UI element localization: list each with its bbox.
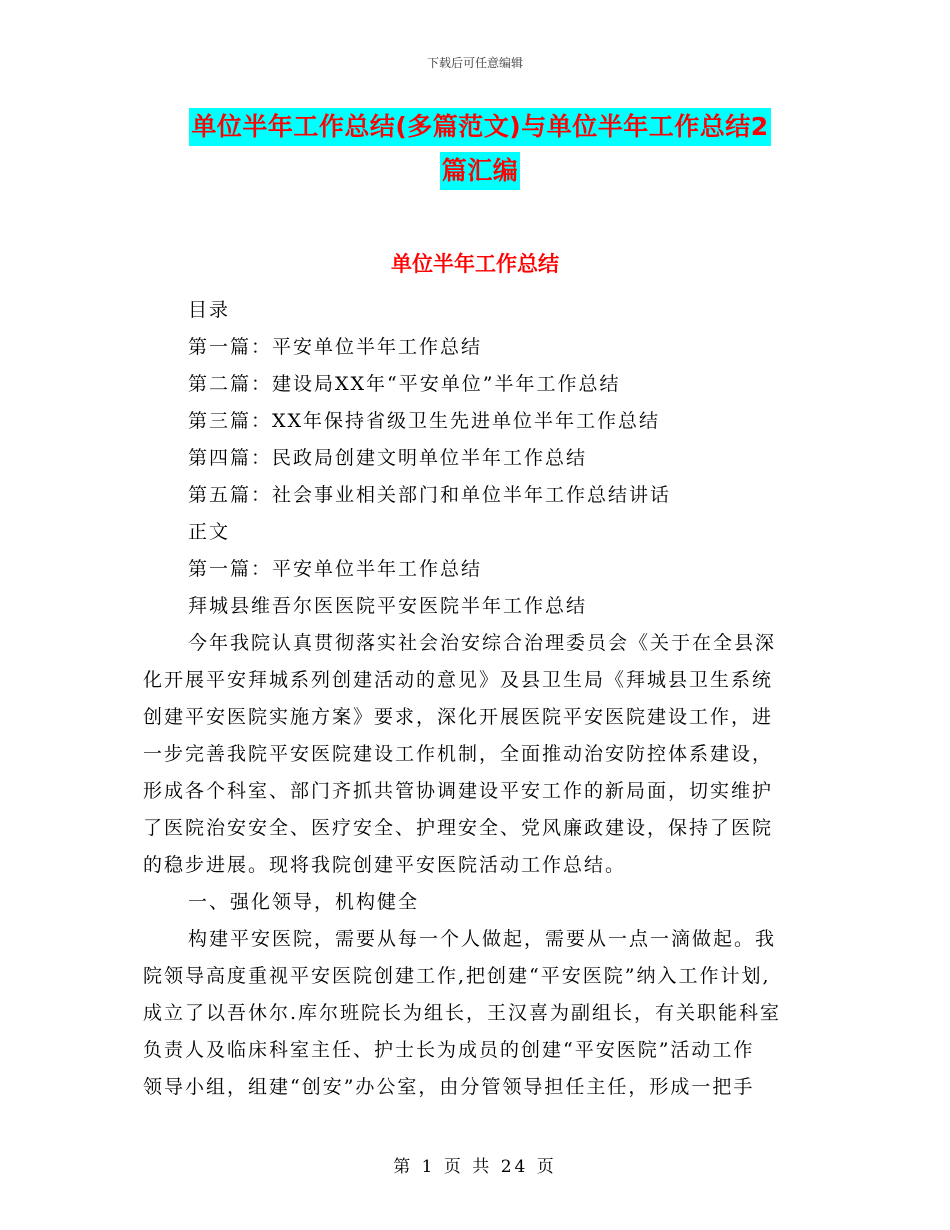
main-label: 正文 bbox=[188, 521, 231, 543]
para-line: 负责人及临床科室主任、护士长为成员的创建“平安医院”活动工作 bbox=[143, 1039, 755, 1061]
toc-item: 第四篇：民政局创建文明单位半年工作总结 bbox=[188, 447, 588, 469]
para-line: 构建平安医院，需要从每一个人做起，需要从一点一滴做起。我 bbox=[188, 928, 777, 950]
title-line-2: 篇汇编 bbox=[440, 152, 521, 190]
para-line: 形成各个科室、部门齐抓共管协调建设平安工作的新局面，切实维护 bbox=[143, 780, 774, 802]
para-line: 了医院治安安全、医疗安全、护理安全、党风廉政建设，保持了医院 bbox=[143, 817, 774, 839]
chapter-title: 第一篇：平安单位半年工作总结 bbox=[188, 558, 483, 580]
section-heading: 一、强化领导，机构健全 bbox=[188, 891, 420, 913]
paragraph-1 bbox=[143, 625, 808, 884]
para-line: 一步完善我院平安医院建设工作机制，全面推动治安防控体系建设， bbox=[143, 743, 774, 765]
para-line: 创建平安医院实施方案》要求，深化开展医院平安医院建设工作，进 bbox=[143, 706, 774, 728]
para-line: 院领导高度重视平安医院创建工作,把创建“平安医院”纳入工作计划, bbox=[143, 965, 771, 987]
toc-item: 第三篇：XX年保持省级卫生先进单位半年工作总结 bbox=[188, 410, 661, 432]
header-note: 下载后可任意编辑 bbox=[426, 56, 523, 70]
para-line: 成立了以吾休尔.库尔班院长为组长，王汉喜为副组长，有关职能科室 bbox=[143, 1002, 782, 1024]
toc-item: 第五篇：社会事业相关部门和单位半年工作总结讲话 bbox=[188, 484, 672, 506]
doc-title: 拜城县维吾尔医医院平安医院半年工作总结 bbox=[188, 595, 588, 617]
paragraph-2 bbox=[143, 921, 808, 1106]
title-line-1: 单位半年工作总结(多篇范文)与单位半年工作总结2 bbox=[189, 108, 770, 146]
page-footer: 第 1 页 共 24 页 bbox=[393, 1157, 557, 1177]
document-body bbox=[143, 292, 808, 1106]
toc-heading: 目录 bbox=[188, 299, 231, 321]
section-subtitle: 单位半年工作总结 bbox=[391, 252, 559, 276]
para-line: 今年我院认真贯彻落实社会治安综合治理委员会《关于在全县深 bbox=[188, 632, 777, 654]
para-line: 的稳步进展。现将我院创建平安医院活动工作总结。 bbox=[143, 854, 627, 876]
toc-item: 第一篇：平安单位半年工作总结 bbox=[188, 336, 483, 358]
document-title bbox=[140, 108, 820, 190]
para-line: 化开展平安拜城系列创建活动的意见》及县卫生局《拜城县卫生系统 bbox=[143, 669, 774, 691]
toc-item: 第二篇：建设局XX年“平安单位”半年工作总结 bbox=[188, 373, 621, 395]
para-line: 领导小组，组建“创安”办公室，由分管领导担任主任，形成一把手 bbox=[143, 1076, 755, 1098]
